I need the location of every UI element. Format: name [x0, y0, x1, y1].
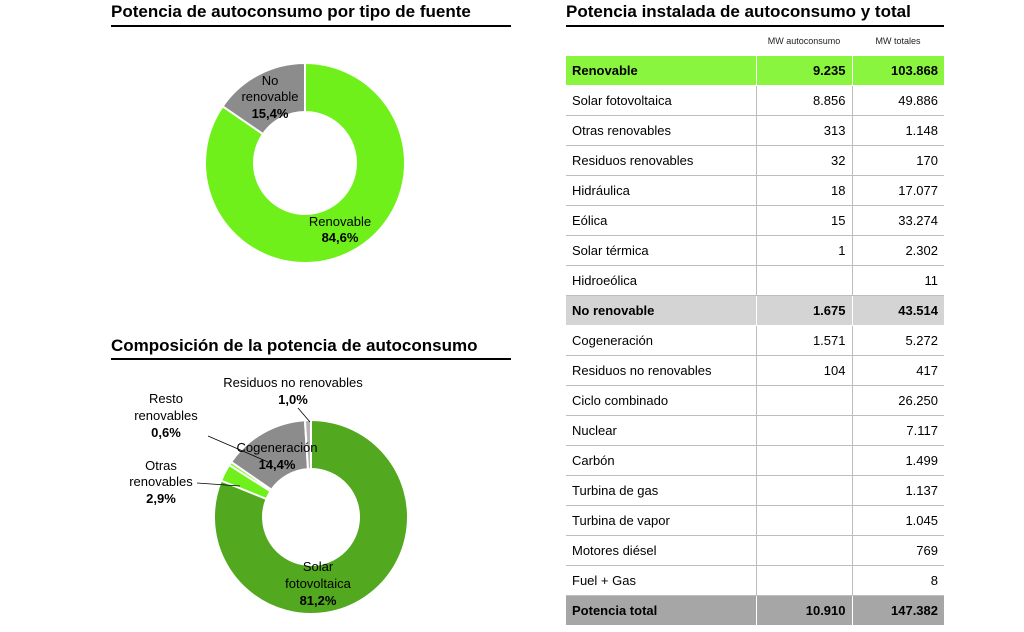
row-mw-totales: 769	[852, 536, 944, 566]
table-row	[566, 536, 944, 566]
table-row	[566, 176, 944, 206]
value-solar: 81,2%	[299, 593, 337, 608]
header-name	[566, 27, 756, 56]
row-mw-totales: 11	[852, 266, 944, 296]
row-mw-totales: 1.137	[852, 476, 944, 506]
power-table-container	[566, 27, 944, 625]
table-body	[566, 56, 944, 625]
row-mw-autoconsumo: 1.571	[756, 326, 852, 356]
row-name: Cogeneración	[566, 326, 756, 356]
row-name: Residuos no renovables	[566, 356, 756, 386]
chart2-title-underline	[111, 358, 511, 360]
row-mw-autoconsumo: 32	[756, 146, 852, 176]
row-mw-totales: 417	[852, 356, 944, 386]
label-resto-2: renovables	[134, 408, 198, 423]
row-mw-autoconsumo	[756, 416, 852, 446]
donut-chart-fuente	[0, 40, 560, 340]
row-mw-autoconsumo: 313	[756, 116, 852, 146]
row-mw-totales: 26.250	[852, 386, 944, 416]
row-mw-autoconsumo	[756, 506, 852, 536]
row-mw-totales: 43.514	[852, 296, 944, 326]
power-table	[566, 27, 944, 625]
row-mw-autoconsumo: 1.675	[756, 296, 852, 326]
row-mw-totales: 2.302	[852, 236, 944, 266]
row-mw-autoconsumo	[756, 536, 852, 566]
row-mw-totales: 147.382	[852, 596, 944, 626]
table-row	[566, 506, 944, 536]
label-renovable: Renovable	[308, 214, 372, 229]
row-name: Renovable	[566, 56, 756, 86]
table-header-row	[566, 27, 944, 56]
table-row	[566, 476, 944, 506]
table-row	[566, 86, 944, 116]
row-mw-totales: 1.045	[852, 506, 944, 536]
donut-chart-composicion	[0, 370, 560, 630]
header-mw-autoconsumo: MW autoconsumo	[767, 36, 841, 46]
row-mw-totales: 1.499	[852, 446, 944, 476]
label-cogeneracion: Cogeneración	[236, 440, 318, 455]
row-mw-autoconsumo	[756, 266, 852, 296]
row-mw-autoconsumo: 104	[756, 356, 852, 386]
row-mw-totales: 1.148	[852, 116, 944, 146]
row-mw-totales: 17.077	[852, 176, 944, 206]
value-cogeneracion: 14,4%	[258, 457, 296, 472]
table-row	[566, 356, 944, 386]
row-mw-totales: 33.274	[852, 206, 944, 236]
row-mw-autoconsumo	[756, 446, 852, 476]
table-row	[566, 236, 944, 266]
row-mw-autoconsumo: 15	[756, 206, 852, 236]
table-row	[566, 146, 944, 176]
row-name: No renovable	[566, 296, 756, 326]
label-resto-1: Resto	[149, 391, 183, 406]
label-solar-1: Solar	[302, 559, 334, 574]
row-mw-autoconsumo: 10.910	[756, 596, 852, 626]
label-no-renovable-1: No	[261, 73, 279, 88]
row-mw-totales: 170	[852, 146, 944, 176]
row-name: Eólica	[566, 206, 756, 236]
row-mw-totales: 8	[852, 566, 944, 596]
table-title: Potencia instalada de autoconsumo y total	[566, 2, 911, 21]
label-no-renovable-2: renovable	[241, 89, 299, 104]
row-mw-autoconsumo: 1	[756, 236, 852, 266]
row-name: Potencia total	[566, 596, 756, 626]
row-name: Solar fotovoltaica	[566, 86, 756, 116]
row-mw-totales: 7.117	[852, 416, 944, 446]
row-mw-autoconsumo: 9.235	[756, 56, 852, 86]
row-name: Fuel + Gas	[566, 566, 756, 596]
header-mw-totales: MW totales	[875, 36, 921, 46]
label-otras-2: renovables	[129, 474, 193, 489]
row-name: Turbina de gas	[566, 476, 756, 506]
row-mw-autoconsumo: 8.856	[756, 86, 852, 116]
table-row	[566, 206, 944, 236]
table-row	[566, 446, 944, 476]
chart2-title: Composición de la potencia de autoconsumo	[111, 336, 478, 355]
value-renovable: 84,6%	[321, 230, 359, 245]
row-mw-totales: 5.272	[852, 326, 944, 356]
row-name: Residuos renovables	[566, 146, 756, 176]
value-residuos-no-renovables: 1,0%	[278, 392, 308, 407]
value-otras: 2,9%	[146, 491, 176, 506]
row-name: Solar térmica	[566, 236, 756, 266]
row-name: Motores diésel	[566, 536, 756, 566]
table-row	[566, 326, 944, 356]
row-name: Hidroeólica	[566, 266, 756, 296]
row-name: Carbón	[566, 446, 756, 476]
row-mw-autoconsumo	[756, 386, 852, 416]
label-residuos-no-renovables: Residuos no renovables	[223, 375, 363, 390]
table-row	[566, 416, 944, 446]
row-mw-autoconsumo: 18	[756, 176, 852, 206]
label-otras-1: Otras	[145, 458, 177, 473]
table-row	[566, 116, 944, 146]
row-name: Otras renovables	[566, 116, 756, 146]
table-row	[566, 566, 944, 596]
row-mw-totales: 103.868	[852, 56, 944, 86]
row-mw-autoconsumo	[756, 476, 852, 506]
table-row	[566, 266, 944, 296]
row-mw-autoconsumo	[756, 566, 852, 596]
value-resto: 0,6%	[151, 425, 181, 440]
table-row	[566, 386, 944, 416]
table-row	[566, 596, 944, 626]
row-name: Nuclear	[566, 416, 756, 446]
row-name: Turbina de vapor	[566, 506, 756, 536]
row-mw-totales: 49.886	[852, 86, 944, 116]
value-no-renovable: 15,4%	[251, 106, 289, 121]
label-solar-2: fotovoltaica	[285, 576, 351, 591]
table-row	[566, 296, 944, 326]
table-row	[566, 56, 944, 86]
chart1-title: Potencia de autoconsumo por tipo de fuente	[111, 2, 471, 21]
row-name: Hidráulica	[566, 176, 756, 206]
chart1-title-underline	[111, 25, 511, 27]
row-name: Ciclo combinado	[566, 386, 756, 416]
